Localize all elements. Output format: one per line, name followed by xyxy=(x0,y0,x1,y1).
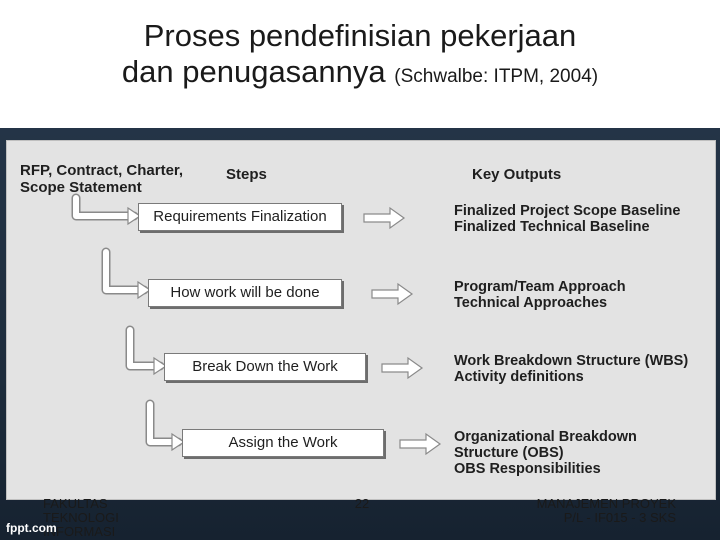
page-number: 22 xyxy=(354,496,370,511)
output-arrow-2 xyxy=(372,284,412,304)
output-line: Program/Team Approach xyxy=(454,279,626,295)
diagram-panel xyxy=(6,140,716,500)
outputs-step-3 xyxy=(454,353,688,385)
key-outputs-header: Key Outputs xyxy=(472,166,562,183)
outputs-step-4 xyxy=(454,429,637,477)
step-requirements-finalization: Requirements Finalization xyxy=(138,203,342,231)
title-source: (Schwalbe: ITPM, 2004) xyxy=(394,66,599,87)
outputs-step-1 xyxy=(454,203,680,235)
title-line-1: Proses pendefinisian pekerjaan xyxy=(143,18,577,53)
inputs-label xyxy=(20,162,183,196)
step-break-down-the-work: Break Down the Work xyxy=(164,353,366,381)
output-line: Work Breakdown Structure (WBS) xyxy=(454,353,689,369)
output-line: Finalized Project Scope Baseline xyxy=(454,203,681,219)
output-arrow-1 xyxy=(364,208,404,228)
footer-course-line-2: P/L - IF015 - 3 SKS xyxy=(563,510,676,525)
inputs-line-1: RFP, Contract, Charter, xyxy=(20,162,184,179)
footer-faculty-line-2: TEKNOLOGI xyxy=(43,510,119,525)
watermark: fppt.com xyxy=(6,521,57,535)
footer-course xyxy=(480,497,676,525)
steps-header: Steps xyxy=(226,166,267,183)
footer-course-line-1: MANAJEMEN PROYEK xyxy=(536,496,676,511)
output-arrow-4 xyxy=(400,434,440,454)
title-line-2 xyxy=(0,54,720,95)
output-line: Finalized Technical Baseline xyxy=(454,219,650,235)
output-line: Structure (OBS) xyxy=(454,445,564,461)
slide-title xyxy=(0,18,720,95)
output-line: OBS Responsibilities xyxy=(454,461,601,477)
output-line: Organizational Breakdown xyxy=(454,429,637,445)
connector-1 xyxy=(76,198,134,216)
inputs-line-2: Scope Statement xyxy=(20,179,142,196)
output-line: Technical Approaches xyxy=(454,295,608,311)
title-line-2-text: dan penugasannya xyxy=(121,54,386,89)
step-assign-the-work: Assign the Work xyxy=(182,429,384,457)
footer-faculty-line-1: FAKULTAS xyxy=(43,496,108,511)
output-line: Activity definitions xyxy=(454,369,584,385)
step-how-work-will-be-done: How work will be done xyxy=(148,279,342,307)
output-arrow-3 xyxy=(382,358,422,378)
footer-faculty-line-3: INFORMASI xyxy=(43,525,116,537)
outputs-step-2 xyxy=(454,279,626,311)
